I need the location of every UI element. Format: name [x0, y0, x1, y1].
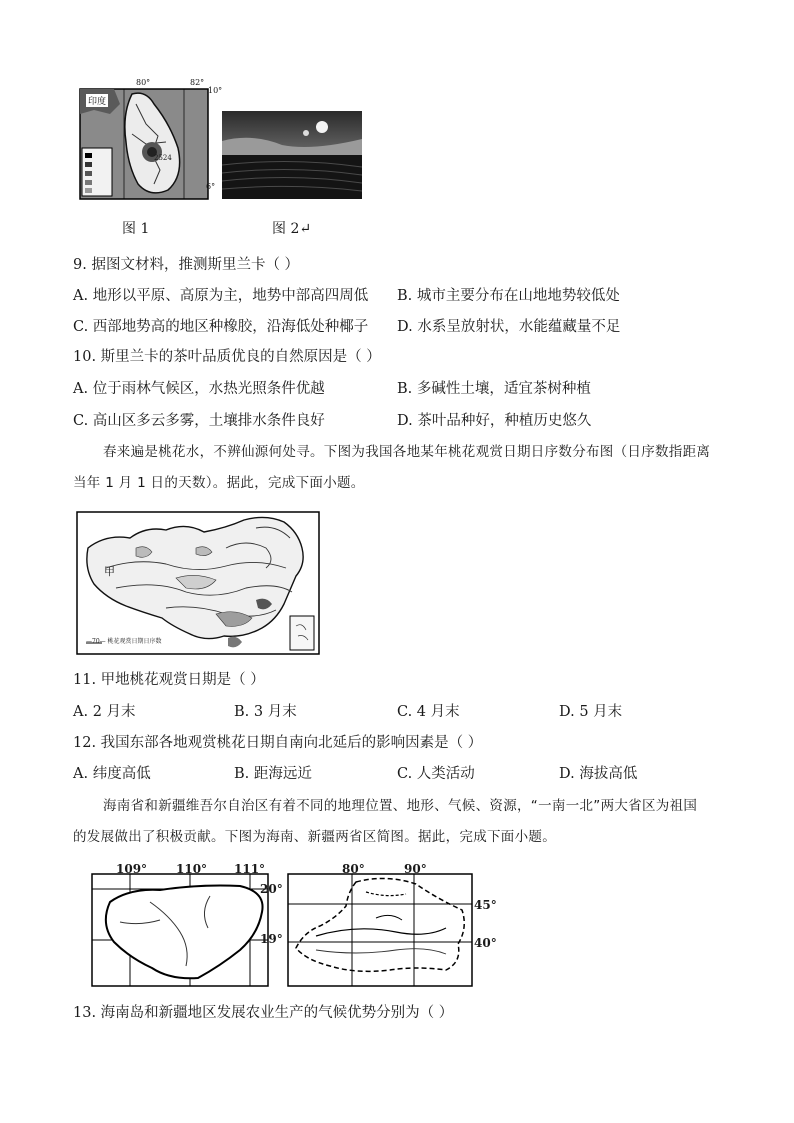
xinjiang-lat-45: 45°	[474, 898, 497, 912]
figure-sri-lanka-map	[74, 78, 223, 204]
q9-option-c[interactable]: C. 西部地势高的地区种橡胶，沿海低处种椰子	[73, 319, 369, 335]
intro-hainan-xinjiang-line1: 海南省和新疆维吾尔自治区有着不同的地理位置、地形、气候、资源，“一南一北”两大省区为祖国	[103, 798, 698, 814]
fig1-lat-6: 6°	[206, 182, 216, 191]
q9-option-d[interactable]: D. 水系呈放射状，水能蕴藏量不足	[397, 319, 621, 335]
hainan-lat-19: 19°	[260, 932, 283, 946]
q10-option-d[interactable]: D. 茶叶品种好，种植历史悠久	[397, 413, 592, 429]
fig1-lon-82: 82°	[190, 78, 205, 87]
q9-option-a[interactable]: A. 地形以平原、高原为主，地势中部高四周低	[73, 288, 369, 304]
q11-option-c[interactable]: C. 4 月末	[397, 704, 460, 720]
fig1-caption: 图 1	[122, 221, 150, 237]
figure-tea-terrace-photo	[222, 111, 362, 199]
intro-peach-line1: 春来遍是桃花水，不辨仙源何处寻。下图为我国各地某年桃花观赏日期日序数分布图（日序数指距离	[103, 444, 711, 460]
hainan-lon-109: 109°	[116, 862, 148, 876]
q11-stem: 11. 甲地桃花观赏日期是（ ）	[73, 672, 265, 688]
q12-option-d[interactable]: D. 海拔高低	[559, 766, 638, 782]
q13-stem: 13. 海南岛和新疆地区发展农业生产的气候优势分别为（ ）	[73, 1005, 454, 1021]
q10-option-b[interactable]: B. 多碱性土壤，适宜茶树种植	[397, 381, 591, 397]
q12-option-b[interactable]: B. 距海远近	[234, 766, 312, 782]
xinjiang-lon-80: 80°	[342, 862, 365, 876]
hainan-lon-110: 110°	[176, 862, 208, 876]
fig1-country-india: 印度	[86, 94, 108, 107]
fig1-peak-elevation: 2524	[154, 154, 172, 162]
hainan-lat-20: 20°	[260, 882, 283, 896]
xinjiang-lat-40: 40°	[474, 936, 497, 950]
q10-option-c[interactable]: C. 高山区多云多雾，土壤排水条件良好	[73, 413, 325, 429]
hainan-lon-111: 111°	[234, 862, 266, 876]
fig2-caption: 图 2↵	[272, 221, 312, 237]
fig1-lon-80: 80°	[136, 78, 151, 87]
q11-option-d[interactable]: D. 5 月末	[559, 704, 623, 720]
q12-option-a[interactable]: A. 纬度高低	[73, 766, 151, 782]
china-map-legend: —70— 桃花观赏日期日序数	[86, 638, 162, 645]
q10-stem: 10. 斯里兰卡的茶叶品质优良的自然原因是（ ）	[73, 349, 381, 365]
q12-option-c[interactable]: C. 人类活动	[397, 766, 475, 782]
q12-stem: 12. 我国东部各地观赏桃花日期自南向北延后的影响因素是（ ）	[73, 735, 483, 751]
intro-peach-line2: 当年 1 月 1 日的天数）。据此，完成下面小题。	[73, 475, 365, 491]
figure-hainan-map	[90, 862, 290, 990]
q9-stem: 9. 据图文材料，推测斯里兰卡（ ）	[73, 257, 300, 273]
q9-option-b[interactable]: B. 城市主要分布在山地地势较低处	[397, 288, 620, 304]
q11-option-b[interactable]: B. 3 月末	[234, 704, 297, 720]
figure-china-peach-map	[76, 508, 320, 656]
intro-hainan-xinjiang-line2: 的发展做出了积极贡献。下图为海南、新疆两省区简图。据此，完成下面小题。	[73, 829, 556, 845]
figure-xinjiang-map	[286, 862, 496, 990]
fig1-lat-10: 10°	[208, 86, 223, 95]
china-map-region-jia: 甲	[104, 565, 115, 578]
q10-option-a[interactable]: A. 位于雨林气候区，水热光照条件优越	[73, 381, 325, 397]
xinjiang-lon-90: 90°	[404, 862, 427, 876]
q11-option-a[interactable]: A. 2 月末	[73, 704, 136, 720]
